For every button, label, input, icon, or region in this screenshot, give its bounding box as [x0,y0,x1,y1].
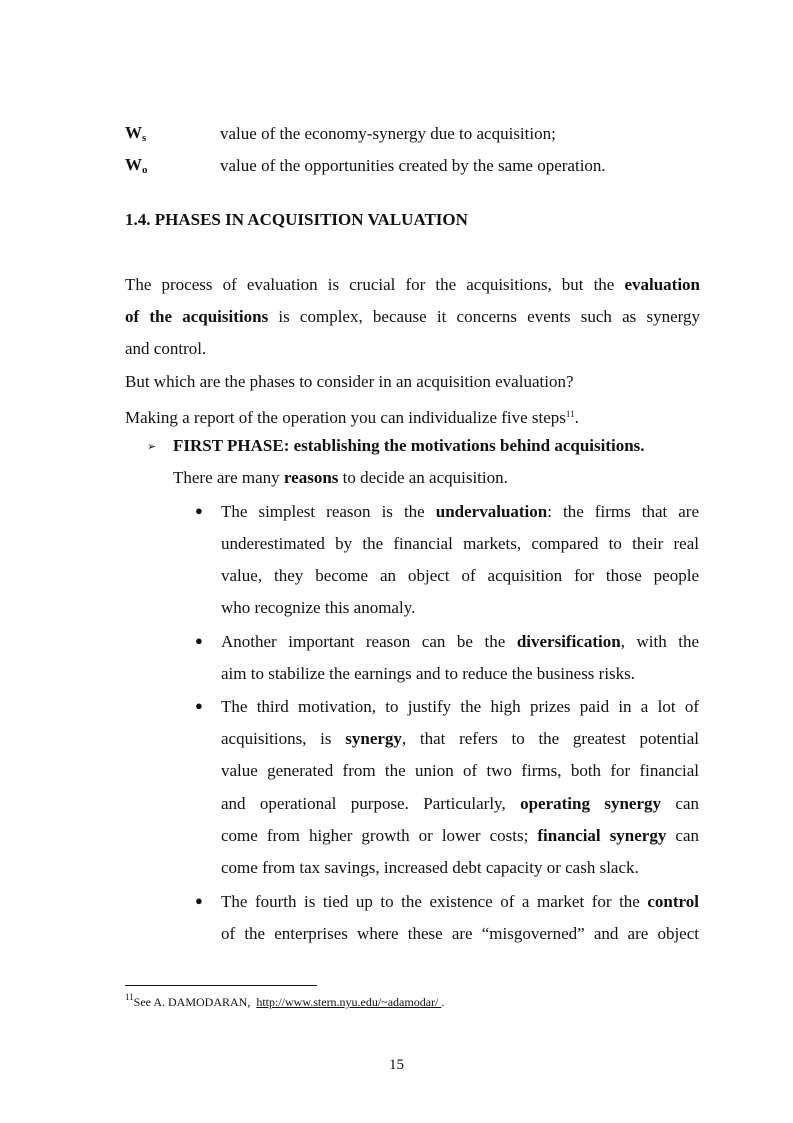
bullet-1-line-1: The simplest reason is the undervaluation: the firms that are [221,502,700,521]
footnote-number: 11 [125,992,134,1002]
footnote-link[interactable]: http://www.stern.nyu.edu/~adamodar/ [256,995,442,1009]
bullet-3-line-3: value generated from the union of two firms, both for financial [221,761,699,780]
footnote-divider [125,985,317,986]
page-number: 15 [389,1057,404,1073]
bullet-1-line-2: underestimated by the financial markets, compared to their real [221,534,699,553]
definition-wo: value of the opportunities created by the same operation. [220,156,606,175]
intro-line-1: The process of evaluation is crucial for the acquisitions, but the evaluation [125,275,701,294]
bullet-dot-icon: ● [195,893,203,908]
bullet-3-line-2: acquisitions, is synergy, that refers to the greatest potential [221,729,699,748]
phase-subtitle: There are many reasons to decide an acquisition. [173,468,508,487]
bullet-4-line-2: of the enterprises where these are “misgoverned” and are object [221,924,699,943]
definition-ws: value of the economy-synergy due to acquisition; [220,124,556,143]
bullet-2-line-1: Another important reason can be the diversification, with the [221,632,700,651]
footnote: $^{11}$See A. DAMODARAN, http://www.stern.nyu.edu/~adamodar/ . [125,992,445,1009]
bullet-3-line-5: come from higher growth or lower costs; financial synergy can [221,826,699,845]
phase-title: FIRST PHASE: establishing the motivations behind acquisitions. [173,436,645,455]
section-heading: 1.4. PHASES IN ACQUISITION VALUATION [125,210,468,229]
bullet-4-line-1: The fourth is tied up to the existence of a market for the control [221,892,699,911]
bullet-3-line-6: come from tax savings, increased debt capacity or cash slack. [221,858,639,877]
symbol-ws: $W_s$ [125,123,147,144]
intro-line-2: of the acquisitions is complex, because it concerns events such as synergy [125,307,700,326]
bullet-3-line-1: The third motivation, to justify the high prizes paid in a lot of [221,697,699,716]
arrow-bullet-icon: ➢ [147,441,157,453]
symbol-wo: $W_o$ [125,155,148,176]
bullet-dot-icon: ● [195,633,203,648]
bullet-1-line-3: value, they become an object of acquisition for those people [221,566,699,585]
intro-line-5: Making a report of the operation you can individualize five steps$^{11}$. [125,408,579,427]
bullet-1-line-4: who recognize this anomaly. [221,598,416,617]
bullet-dot-icon: ● [195,503,203,518]
bullet-3-line-4: and operational purpose. Particularly, operating synergy can [221,794,700,813]
intro-line-3: and control. [125,339,207,358]
bullet-2-line-2: aim to stabilize the earnings and to reduce the business risks. [221,664,636,683]
bullet-dot-icon: ● [195,698,203,713]
intro-line-4: But which are the phases to consider in an acquisition evaluation? [125,372,574,391]
